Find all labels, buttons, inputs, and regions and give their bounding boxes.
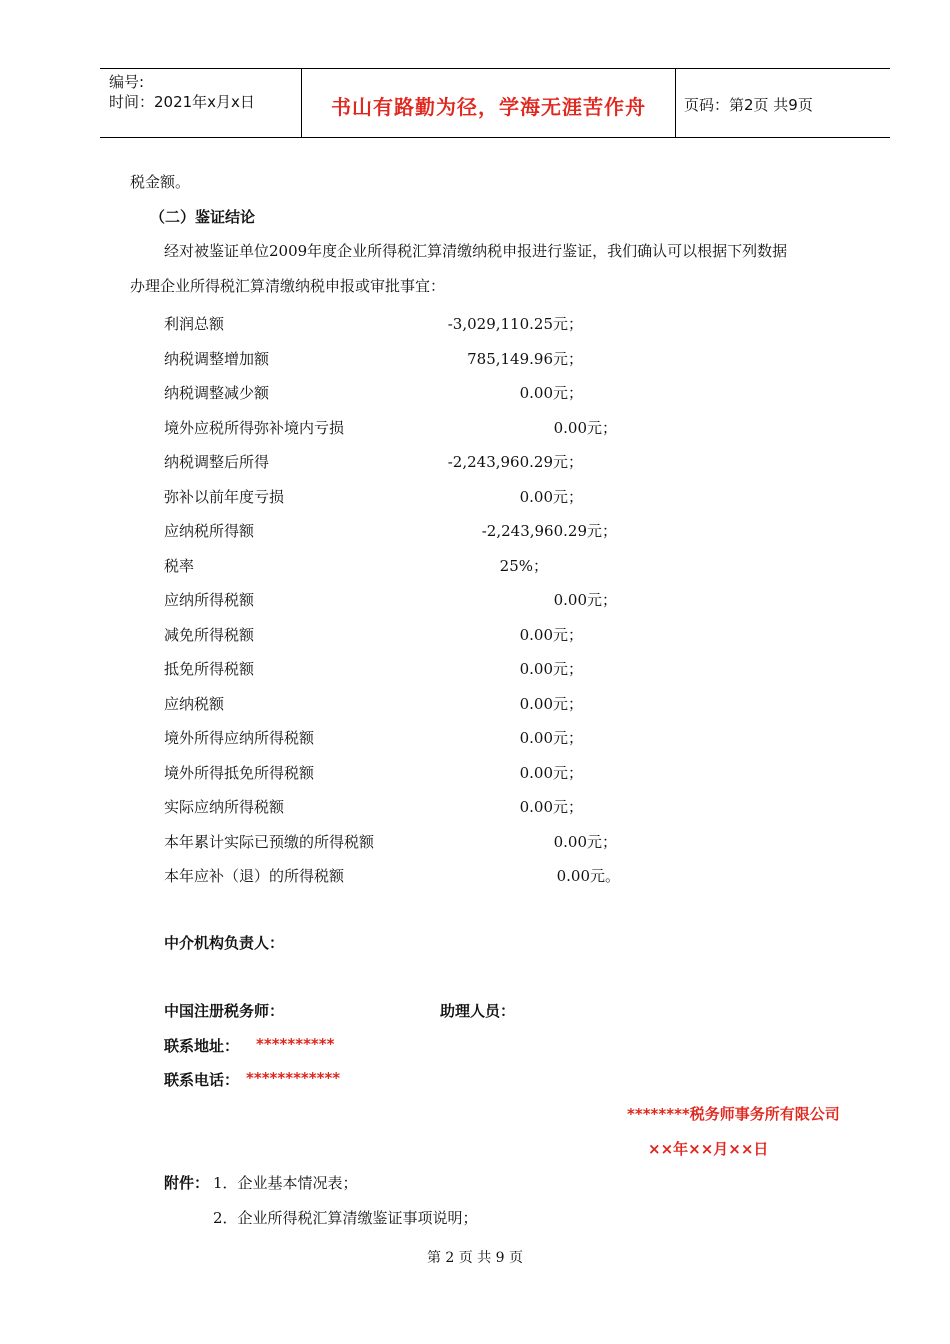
- tax-item-label: 本年累计实际已预缴的所得税额: [164, 833, 375, 851]
- tax-item-label: 弥补以前年度亏损: [164, 488, 285, 506]
- tax-item-value: 0.00元；: [519, 488, 583, 506]
- tax-item-value: 0.00元；: [519, 798, 583, 816]
- tax-item-label: 利润总额: [164, 315, 225, 333]
- tax-item-label: 应纳税所得额: [164, 522, 255, 540]
- tax-item-label: 境外应税所得弥补境内亏损: [164, 419, 345, 437]
- phone-value: ************: [246, 1069, 341, 1087]
- tax-item-value: -2,243,960.29元；: [481, 522, 617, 540]
- tax-item-label: 本年应补（退）的所得税额: [164, 867, 345, 885]
- address-value: **********: [256, 1035, 335, 1053]
- tax-item-label: 纳税调整减少额: [164, 384, 270, 402]
- tax-item-value: 785,149.96元；: [467, 350, 583, 368]
- tax-item-value: -2,243,960.29元；: [447, 453, 583, 471]
- tax-item-value: 0.00元；: [553, 419, 617, 437]
- tax-item-label: 实际应纳所得税额: [164, 798, 285, 816]
- doc-time-label: 时间：2021年x月x日: [109, 93, 255, 111]
- assistant-label: 助理人员：: [440, 1002, 516, 1020]
- tax-item-value: 0.00元；: [519, 626, 583, 644]
- section-title: （二）鉴证结论: [150, 208, 256, 226]
- tax-item-label: 纳税调整增加额: [164, 350, 270, 368]
- header-right-cell: [675, 69, 890, 137]
- tax-item-label: 应纳所得税额: [164, 591, 255, 609]
- paragraph-line-1: 经对被鉴证单位2009年度企业所得税汇算清缴纳税申报进行鉴证，我们确认可以根据下列数据: [164, 242, 788, 260]
- tax-item-label: 税率: [164, 557, 195, 575]
- tax-item-value: 0.00元；: [519, 384, 583, 402]
- tax-item-value: 0.00元；: [519, 695, 583, 713]
- firm-name: ********税务师事务所有限公司: [627, 1105, 840, 1123]
- doc-number-label: 编号:: [109, 73, 145, 91]
- tax-item-value: 0.00元；: [519, 729, 583, 747]
- paragraph-line-2: 办理企业所得税汇算清缴纳税申报或审批事宜：: [130, 277, 446, 295]
- header-mid-cell: [301, 69, 676, 137]
- tax-item-label: 境外所得抵免所得税额: [164, 764, 315, 782]
- tax-item-label: 抵免所得税额: [164, 660, 255, 678]
- address-label: 联系地址：: [164, 1037, 240, 1055]
- tax-item-value: 0.00元；: [519, 764, 583, 782]
- tax-item-value: 0.00元；: [553, 591, 617, 609]
- attachment-label: 附件：: [164, 1174, 210, 1192]
- tax-item-value: -3,029,110.25元；: [447, 315, 583, 333]
- phone-label: 联系电话：: [164, 1071, 240, 1089]
- header-left-cell: [100, 69, 300, 137]
- tax-item-label: 减免所得税额: [164, 626, 255, 644]
- page-footer: 第 2 页 共 9 页: [426, 1250, 524, 1266]
- header-page-info: 页码：第2页 共9页: [684, 96, 813, 114]
- tax-item-label: 应纳税额: [164, 695, 225, 713]
- tax-item-label: 境外所得应纳所得税额: [164, 729, 315, 747]
- signature-date: ××年××月××日: [648, 1140, 769, 1158]
- tax-item-value: 25%；: [499, 557, 548, 575]
- cpa-label: 中国注册税务师：: [164, 1002, 285, 1020]
- header-motto: 书山有路勤为径，学海无涯苦作舟: [331, 95, 646, 119]
- page-header: [100, 68, 890, 138]
- tax-item-value: 0.00元。: [556, 867, 620, 885]
- tax-item-value: 0.00元；: [519, 660, 583, 678]
- attachment-item-2: 2．企业所得税汇算清缴鉴证事项说明；: [213, 1209, 478, 1227]
- attachment-item-1: 1．企业基本情况表；: [213, 1174, 358, 1192]
- tax-amount-line: 税金额。: [130, 173, 191, 191]
- tax-item-label: 纳税调整后所得: [164, 453, 270, 471]
- tax-item-value: 0.00元；: [553, 833, 617, 851]
- agency-head-label: 中介机构负责人：: [164, 934, 285, 952]
